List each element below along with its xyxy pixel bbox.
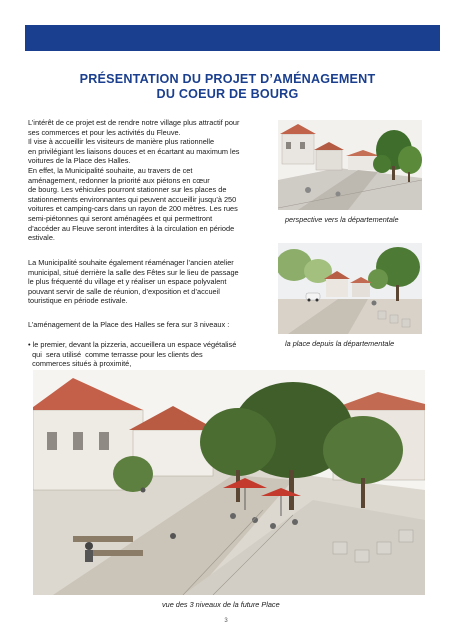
bullet-line: qui sera utilisé comme terrasse pour les clients des [28,349,203,359]
perspective-image [278,120,422,210]
bullet-line: commerces situés à proximité, [28,359,132,369]
intro-line: d’accéder au Fleuve seront interdites à la circulation en période [28,223,235,233]
intro-line: en privilégiant les liaisons douces et en écartant au maximum les [28,146,240,156]
intro-line: voitures de la Place des Halles. [28,156,131,166]
atelier-line: le plus fréquenté du village et y réaliser un espace polyvalent [28,277,227,287]
intro-line: ses commerces et pour les activités du Fleuve. [28,127,181,137]
bullet-line: • le premier, devant la pizzeria, accueillera un espace végétalisé [28,340,237,349]
title-line-2: DU COEUR DE BOURG [156,87,299,101]
atelier-line: pouvant servir de salle de réunion, d’exposition et d’accueil [28,286,220,296]
intro-line: de bourg. Les véhicules pourront stationner sur les places de [28,185,227,195]
three-levels-image [33,370,425,595]
intro-paragraph [28,118,271,243]
niveaux-intro [28,320,271,330]
intro-line: En effet, la Municipalité souhaite, au travers de cet [28,165,193,175]
perspective-caption: perspective vers la départementale [285,215,399,224]
intro-line: aménagement, redonner la priorité aux piétons en cœur [28,175,210,185]
atelier-paragraph [28,258,271,306]
intro-line: voitures et camping-cars dans un rayon de 200 mètres. Les rues [28,204,238,214]
title-line-1: PRÉSENTATION DU PROJET D’AMÉNAGEMENT [79,72,376,86]
intro-line: estivale. [28,233,55,243]
place-image [278,243,422,334]
intro-line: stationnements environnantes qui peuvent accueillir jusqu’à 250 [28,194,237,204]
atelier-line: La Municipalité souhaite également réaménager l’ancien atelier [28,258,234,267]
place-caption: la place depuis la départementale [285,339,395,348]
atelier-line: touristique en période estivale. [28,296,128,306]
intro-line: semi-piétonnes qui seront aménagées et qui permettront [28,213,213,223]
intro-line: Il vise à accueillir les visiteurs de manière plus rationnelle [28,137,215,147]
header-band [25,25,440,51]
intro-line: L’intérêt de ce projet est de rendre notre village plus attractif pour [28,118,240,127]
atelier-line: municipal, situé derrière la salle des Fêtes sur le lieu de passage [28,267,239,277]
three-levels-caption: vue des 3 niveaux de la future Place [162,600,280,609]
page-number: 3 [224,618,228,624]
niveaux-intro-text: L’aménagement de la Place des Halles se fera sur 3 niveaux : [28,320,230,329]
bullet-list [28,340,271,369]
page-title [40,72,415,102]
